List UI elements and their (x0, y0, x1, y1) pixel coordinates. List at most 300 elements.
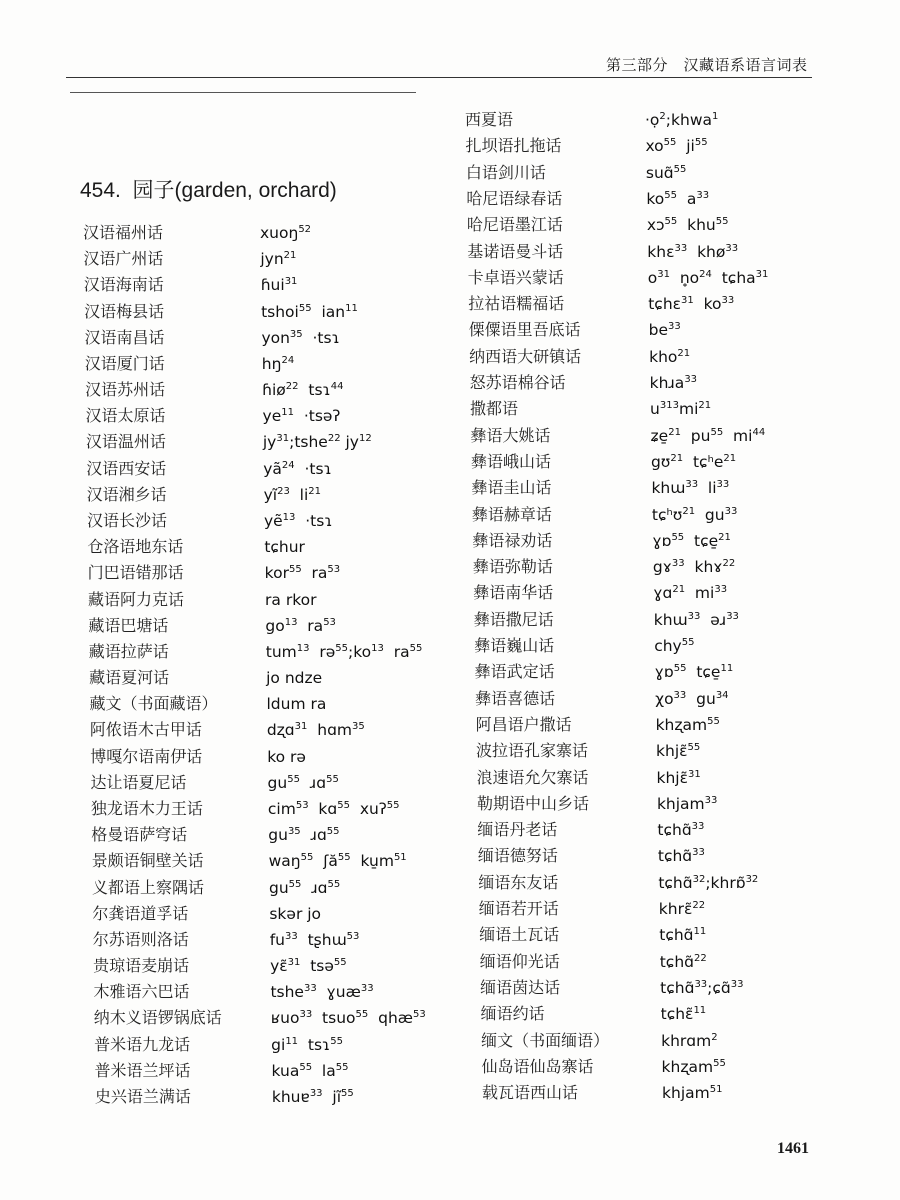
phonetic-form (652, 528, 731, 554)
language-name: 基诺语曼斗话 (467, 241, 564, 261)
syllable: pu (680, 426, 711, 445)
tone-number: 1 (712, 111, 719, 122)
tone-number: 33 (687, 610, 701, 622)
tone-number: 22 (327, 433, 341, 445)
phonetic-form (267, 744, 306, 770)
syllable: suɑ̃ (645, 163, 674, 182)
syllable: tsɿ (298, 1035, 331, 1054)
phonetic-form (264, 534, 305, 560)
language-name: 拉祜语糯福话 (468, 294, 565, 314)
tone-number: 33 (685, 479, 699, 491)
language-name: 缅语德努话 (477, 846, 558, 866)
syllable: ;tshe (289, 433, 328, 452)
syllable: tɕhɑ̃ (658, 873, 693, 892)
language-name: 汉语梅县话 (84, 301, 165, 321)
syllable: khjam (662, 1084, 710, 1103)
syllable: n̥o (669, 268, 700, 287)
syllable: gu (269, 878, 289, 897)
phonetic-form (656, 738, 700, 764)
tone-number: 21 (672, 584, 686, 596)
syllable: kɑ (308, 799, 338, 818)
syllable: ɣɑ (653, 584, 673, 603)
syllable: ra rkor (265, 590, 317, 609)
phonetic-form (650, 370, 697, 396)
tone-number: 31 (681, 295, 694, 307)
language-name: 纳木义语锣锅底话 (93, 1008, 222, 1028)
phonetic-form (646, 160, 686, 186)
phonetic-form (659, 896, 705, 922)
syllable: ʃă (313, 852, 338, 871)
tone-number: 53 (346, 930, 360, 942)
phonetic-form (656, 712, 720, 738)
tone-number: 22 (285, 381, 299, 393)
language-name: 汉语太原话 (85, 406, 166, 426)
syllable: tɕhɛ̃ (660, 1005, 694, 1024)
tone-number: 24 (281, 459, 295, 471)
phonetic-form (272, 1058, 349, 1084)
syllable: yẽ (263, 511, 283, 530)
tone-number: 55 (710, 426, 724, 438)
syllable: xo (645, 137, 664, 156)
syllable: tʂhɯ (297, 930, 347, 949)
tone-number: 55 (664, 189, 678, 201)
tone-number: 33 (724, 505, 738, 517)
syllable: tshoi (261, 302, 299, 321)
syllable: tsə (300, 957, 334, 976)
tone-number: 13 (296, 642, 310, 654)
syllable: gu (267, 773, 288, 792)
syllable: khɯ (651, 479, 686, 498)
syllable: u (650, 400, 660, 419)
phonetic-form (645, 133, 707, 159)
phonetic-form (268, 822, 339, 848)
tone-number: 33 (694, 978, 708, 990)
syllable: ɹɑ (301, 878, 328, 897)
phonetic-form (263, 456, 332, 482)
phonetic-form (646, 186, 709, 212)
syllable: ko (646, 189, 665, 208)
language-name: 门巴语错那话 (87, 563, 184, 583)
syllable: gɤ (652, 558, 672, 577)
phonetic-form (269, 848, 407, 874)
syllable: ko (693, 295, 722, 314)
language-name: 博嘎尔语南伊话 (90, 746, 203, 766)
header-rule (66, 77, 812, 78)
syllable: tɕhɑ̃ (659, 926, 694, 945)
language-name: 彝语圭山话 (471, 478, 552, 498)
syllable: ra (297, 616, 324, 635)
syllable: xɔ (646, 216, 665, 235)
syllable: ʁuo (270, 1009, 300, 1028)
syllable: tsɿ (298, 381, 331, 400)
tone-number: 31 (276, 433, 290, 445)
tone-number: 33 (696, 189, 710, 201)
syllable: yĩ (263, 485, 278, 504)
syllable: jĩ (322, 1087, 342, 1106)
tone-number: 55 (664, 216, 678, 228)
phonetic-form (261, 299, 358, 325)
syllable: ra (301, 564, 328, 583)
syllable: skər jo (269, 904, 322, 923)
syllable: ɣɒ (652, 531, 672, 550)
tone-number: 33 (714, 584, 728, 596)
language-name: 独龙语木力王话 (90, 798, 203, 818)
language-name: 贵琼语麦崩话 (93, 956, 190, 976)
syllable: tɕhɑ̃ (657, 847, 693, 866)
syllable: ɹɑ (299, 773, 327, 792)
syllable: khu (677, 216, 716, 235)
language-name: 木雅语六巴话 (93, 982, 190, 1002)
syllable: khjam (656, 794, 705, 813)
phonetic-form (657, 791, 717, 817)
language-name: 缅语仰光话 (479, 951, 560, 971)
syllable: xuʔ (349, 799, 387, 818)
phonetic-form (653, 554, 735, 580)
tone-number: 24 (281, 354, 295, 366)
syllable: gi (271, 1035, 286, 1054)
tone-number: 55 (287, 773, 300, 785)
tone-number: 52 (298, 224, 312, 235)
tone-number: 31 (687, 768, 701, 780)
syllable: khjɛ̃ (656, 768, 688, 787)
tone-number: 55 (300, 852, 314, 864)
syllable: li (698, 479, 717, 498)
tone-number: 55 (386, 799, 400, 811)
tone-number: 35 (352, 721, 365, 733)
tone-number: 55 (341, 1087, 354, 1099)
phonetic-form (655, 659, 734, 685)
syllable: khɛ (647, 242, 675, 261)
syllable: ko rə (267, 747, 306, 766)
language-name: 汉语福州话 (83, 223, 164, 242)
phonetic-form (649, 317, 681, 343)
tone-number: 55 (337, 852, 351, 864)
tone-number: 32 (745, 873, 759, 885)
phonetic-form (270, 927, 360, 953)
syllable: tum (265, 642, 297, 661)
tone-number: 53 (323, 616, 336, 628)
language-name: 彝语武定话 (474, 662, 555, 682)
tone-number: 33 (309, 1087, 323, 1099)
tone-number: 55 (327, 878, 341, 890)
tone-number: 24 (699, 268, 712, 280)
syllable: li (289, 485, 309, 504)
language-name: 傈僳语里吾底话 (468, 320, 581, 340)
tone-number: 2 (711, 1031, 718, 1043)
tone-number: 33 (691, 821, 705, 833)
language-name: 扎坝语扎拖话 (465, 136, 562, 156)
tone-number: 55 (288, 878, 302, 890)
language-name: 藏语拉萨话 (88, 641, 169, 661)
tone-number: 35 (287, 826, 301, 838)
phonetic-form (264, 508, 333, 534)
tone-number: 34 (715, 689, 729, 701)
tone-number: 11 (720, 663, 734, 675)
language-name: 藏语巴塘话 (88, 615, 169, 635)
tone-number: 55 (298, 302, 312, 314)
language-name: 普米语九龙话 (94, 1034, 191, 1054)
phonetic-form (269, 901, 321, 927)
phonetic-form (268, 770, 339, 796)
syllable: rə (309, 642, 336, 661)
syllable: ·tsəʔ (293, 407, 341, 426)
phonetic-form (662, 1054, 726, 1080)
syllable: khɯ (653, 610, 688, 629)
syllable: khuɐ (271, 1087, 310, 1106)
syllable: mi (723, 426, 753, 445)
syllable: chy (654, 637, 682, 655)
syllable: ye (262, 407, 282, 426)
syllable: ʑe̱ (650, 426, 669, 445)
tone-number: 55 (409, 642, 423, 654)
syllable: cim (267, 799, 296, 818)
language-name: 撒都语 (470, 399, 519, 419)
language-name: 彝语大姚话 (470, 425, 551, 445)
tone-number: 51 (709, 1084, 723, 1096)
phonetic-form (658, 870, 758, 896)
tone-number: 33 (730, 978, 744, 990)
tone-number: 21 (677, 347, 691, 359)
tone-number: 33 (674, 242, 688, 254)
syllable: jy (340, 433, 359, 452)
tone-number: 33 (668, 321, 681, 333)
phonetic-form (651, 475, 729, 501)
language-name: 汉语温州话 (85, 432, 166, 452)
syllable: ɣɒ (654, 663, 674, 682)
language-name: 缅语丹老话 (477, 820, 558, 840)
phonetic-form (660, 975, 743, 1001)
phonetic-form (266, 665, 322, 691)
language-name: 汉语南昌话 (84, 327, 165, 347)
tone-number: 55 (335, 642, 348, 654)
syllable: ɦiø (262, 381, 286, 400)
syllable: ·tsɿ (302, 328, 340, 347)
syllable: mi (685, 584, 715, 603)
syllable: kor (264, 564, 289, 583)
syllable: tɕʰe (683, 452, 724, 471)
syllable: khrɑm (661, 1031, 712, 1050)
syllable: dʐɑ (266, 721, 295, 740)
language-name: 仙岛语仙岛寨话 (481, 1056, 594, 1076)
syllable: a (677, 189, 697, 208)
syllable: ku̱m (350, 852, 394, 871)
phonetic-form (262, 351, 294, 377)
phonetic-form (654, 633, 694, 659)
tone-number: 32 (692, 873, 706, 885)
tone-number: 55 (694, 137, 708, 149)
syllable: qhæ (368, 1009, 414, 1028)
language-name: 卡卓语兴蒙话 (467, 267, 564, 287)
phonetic-form (652, 502, 737, 528)
syllable: yon (261, 328, 290, 347)
tone-number: 55 (713, 1057, 726, 1069)
language-name: 汉语长沙话 (86, 510, 167, 530)
tone-number: 2 (659, 111, 666, 122)
tone-number: 55 (326, 826, 340, 838)
page-number: 1461 (777, 1140, 809, 1157)
language-name: 彝语南华话 (473, 583, 554, 603)
tone-number: 51 (393, 852, 407, 864)
language-name: 汉语广州话 (83, 249, 164, 269)
phonetic-form (266, 639, 423, 665)
syllable: tɕha (711, 268, 756, 287)
phonetic-form (265, 587, 316, 613)
phonetic-form (270, 979, 373, 1005)
syllable: ldum ra (266, 695, 327, 714)
syllable: χo (655, 689, 674, 708)
language-name: 纳西语大研镇话 (469, 346, 582, 366)
language-name: 缅语约话 (480, 1004, 545, 1024)
tone-number: 55 (687, 742, 701, 754)
phonetic-form (647, 239, 738, 265)
phonetic-form (263, 429, 372, 455)
tone-number: 55 (663, 137, 677, 149)
phonetic-form (270, 953, 347, 979)
syllable: be (648, 321, 669, 340)
syllable: tɕhɛ (648, 295, 682, 314)
syllable: gu (686, 689, 716, 708)
phonetic-form (267, 717, 365, 743)
tone-number: 21 (682, 505, 696, 517)
tone-number: 11 (345, 302, 358, 314)
phonetic-form (648, 265, 769, 291)
syllable: gʊ (650, 452, 671, 471)
tone-number: 21 (698, 400, 712, 412)
syllable: jy (262, 433, 277, 452)
language-name: 尔龚语道孚话 (92, 903, 189, 923)
tone-number: 31 (755, 268, 769, 280)
phonetic-form (649, 344, 690, 370)
language-name: 彝语巍山话 (474, 636, 555, 655)
syllable: khɤ (684, 558, 723, 577)
phonetic-form (260, 220, 311, 246)
tone-number: 55 (330, 1035, 344, 1047)
syllable: tɕe̱ (684, 531, 719, 550)
language-name: 缅语东友话 (478, 872, 559, 892)
tone-number: 11 (693, 926, 707, 938)
syllable: khʐam (661, 1057, 714, 1076)
phonetic-form (261, 325, 339, 351)
tone-number: 21 (718, 531, 731, 543)
phonetic-form (648, 291, 734, 317)
language-name: 彝语弥勒话 (472, 557, 553, 577)
phonetic-form (265, 560, 340, 586)
syllable: fu (269, 930, 285, 949)
language-name: 彝语禄劝话 (472, 530, 553, 550)
syllable: ;khwa (665, 111, 712, 129)
phonetic-form (268, 796, 400, 822)
tone-number: 55 (673, 163, 687, 175)
tone-number: 55 (681, 637, 695, 648)
syllable: khrɛ̃ (658, 900, 693, 918)
language-name: 汉语苏州话 (85, 380, 166, 400)
language-name: 勒期语中山乡话 (476, 793, 589, 813)
syllable: khʐam (655, 715, 708, 734)
language-name: 阿侬语木古甲话 (89, 720, 202, 740)
syllable: tɕhur (264, 538, 305, 557)
phonetic-form (651, 449, 736, 475)
syllable: tɕhɑ̃ (659, 952, 694, 971)
tone-number: 33 (726, 610, 739, 622)
phonetic-form (662, 1080, 722, 1106)
syllable: ;ko (347, 642, 372, 661)
phonetic-form (262, 377, 343, 403)
language-name: 格曼语萨穹话 (91, 825, 188, 845)
syllable: əɹ (700, 610, 727, 629)
phonetic-form (264, 482, 321, 508)
language-name: 彝语赫章话 (471, 504, 552, 524)
tone-number: 13 (371, 642, 384, 654)
language-name: 载瓦语西山话 (482, 1083, 579, 1103)
language-name: 藏语阿力克话 (88, 589, 185, 609)
phonetic-form (647, 212, 729, 238)
phonetic-form (265, 613, 336, 639)
phonetic-form (653, 580, 727, 606)
syllable: o (647, 268, 658, 287)
syllable: jyn (260, 250, 284, 269)
tone-number: 55 (337, 799, 350, 811)
syllable: mi (678, 400, 699, 419)
syllable: ·tsɿ (294, 459, 332, 478)
language-name: 浪速语允欠寨话 (476, 767, 589, 787)
phonetic-form (654, 607, 739, 633)
tone-number: 11 (281, 407, 294, 419)
language-name: 藏文（书面藏语） (89, 694, 218, 714)
syllable: go (265, 616, 285, 635)
phonetic-form (657, 817, 704, 843)
syllable: ian (311, 302, 346, 321)
syllable: yɛ̃ (270, 957, 288, 976)
phonetic-form (659, 922, 706, 948)
language-name: 白语剑川话 (465, 162, 546, 182)
syllable: xuoŋ (260, 224, 299, 242)
tone-number: 33 (285, 930, 298, 942)
syllable: tɕʰʊ (651, 505, 683, 524)
syllable: kua (271, 1061, 300, 1080)
tone-number: 33 (671, 558, 685, 570)
language-name: 缅语茵达话 (480, 977, 561, 997)
language-name: 缅语若开话 (478, 899, 559, 918)
phonetic-form (655, 686, 728, 712)
language-name: 哈尼语绿春话 (466, 188, 563, 208)
syllable: ;ɕɑ̃ (707, 978, 731, 997)
phonetic-form (658, 843, 705, 869)
phonetic-form (651, 423, 766, 449)
language-name: 义都语上察隅话 (92, 877, 205, 897)
phonetic-form (645, 107, 718, 133)
language-name: 哈尼语墨江话 (466, 215, 563, 235)
tone-number: 33 (360, 983, 374, 995)
syllable: ji (676, 137, 695, 156)
tone-number: 55 (326, 773, 339, 785)
tone-number: 21 (283, 250, 297, 262)
column-rule (70, 92, 416, 93)
language-name: 怒苏语棉谷话 (469, 373, 566, 392)
tone-number: 33 (704, 794, 718, 806)
syllable: gu (695, 505, 725, 524)
syllable: ɣuæ (316, 983, 361, 1002)
tone-number: 22 (692, 900, 706, 911)
tone-number: 55 (707, 715, 720, 727)
phonetic-form (266, 691, 326, 717)
phonetic-form (263, 403, 341, 429)
language-name: 汉语西安话 (86, 458, 167, 478)
language-name: 藏语夏河话 (89, 668, 170, 688)
syllable: kho (649, 347, 678, 366)
tone-number: 11 (285, 1035, 299, 1047)
tone-number: 13 (282, 511, 296, 523)
syllable: gu (268, 826, 288, 845)
